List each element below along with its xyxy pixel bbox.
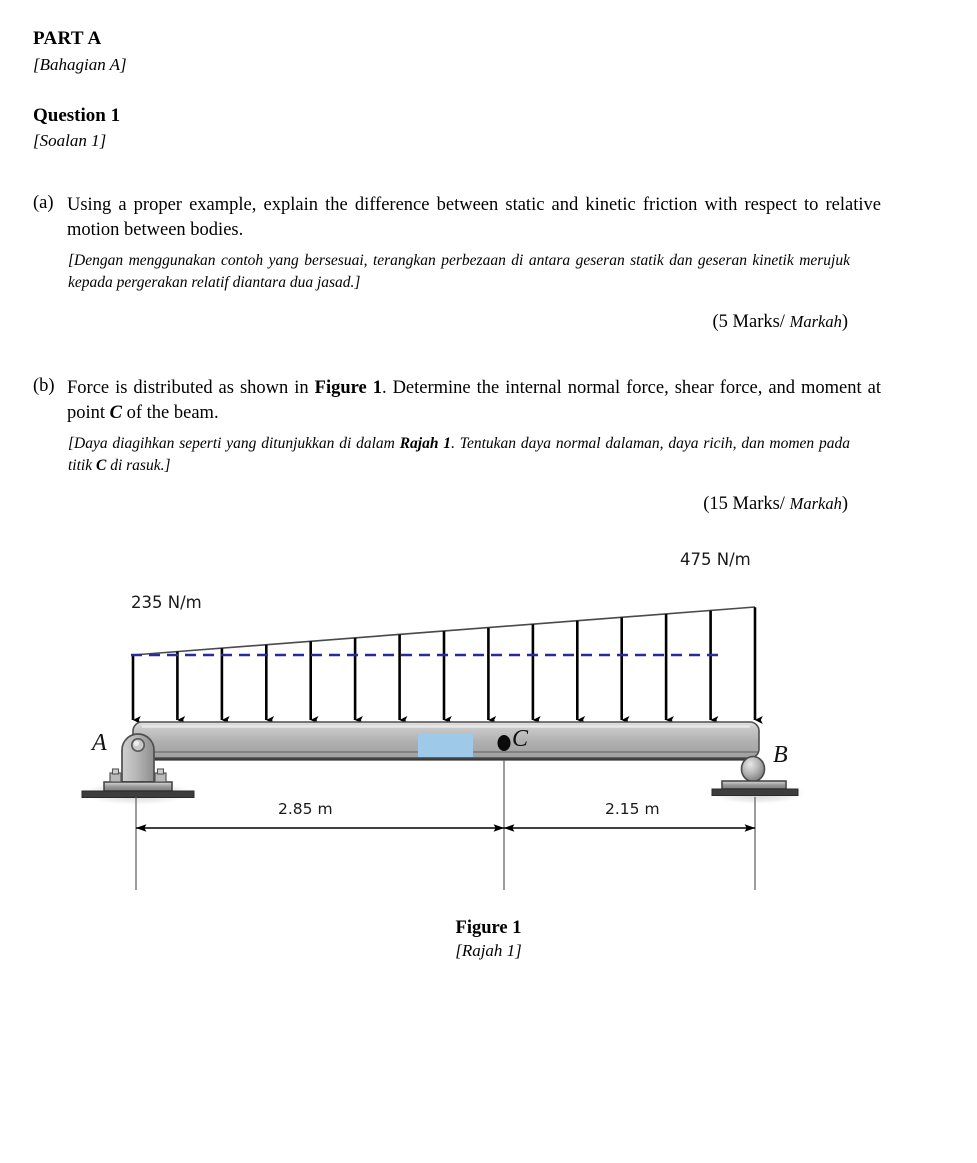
roller-base-plate [722,781,786,789]
question-title-malay: [Soalan 1] [33,131,107,150]
question-a-text-malay: [Dengan menggunakan contoh yang bersesuai, terangkan perbezaan di antara geseran statik dan geseran kinetik merujuk kepada pergerakan relatif diantara dua jasad.] [68,252,850,291]
roller-ball [742,757,765,782]
pin-bolt-right [155,769,166,782]
figure-1 [0,550,977,980]
figure-caption: Figure 1 [455,918,522,938]
part-title: PART A [33,28,102,49]
point-label-c: C [512,726,529,752]
support-label-b: B [773,742,788,768]
qb-my-seg2: . Tentukan daya normal dalaman, daya ricih, dan momen pada titik [68,435,850,474]
qb-my-figure-ref: Rajah 1 [399,435,452,452]
question-b-text-malay [68,433,850,477]
dimension-label-left: 2.85 m [278,800,333,818]
point-c-dot [498,735,511,751]
question-a-marks-malay: Markah [789,312,842,331]
pin-hole-highlight [134,741,139,746]
beam-highlight-block [418,733,473,757]
load-label-right: 475 N/m [680,550,751,569]
qb-my-seg1: [Daya diagihkan seperti yang ditunjukkan di dalam [68,435,400,452]
pin-ground-plate [82,791,194,798]
beam-diagram-svg [0,560,977,910]
qb-my-seg3: di rasuk.] [106,457,171,474]
load-arrows [177,607,755,720]
qb-seg3: of the beam. [122,403,219,423]
question-a-marks-english: (5 Marks/ [712,312,790,332]
support-label-a: A [92,730,107,756]
figure-caption-malay: [Rajah 1] [455,941,522,960]
qb-figure-ref: Figure 1 [314,378,382,398]
question-b-marks-english: (15 Marks/ [703,494,790,514]
question-a-marker: (a) [33,193,54,213]
pin-base-plate [104,782,172,791]
pin-bolt-left [110,769,121,782]
qb-my-point-ref: C [95,457,107,474]
dimension-label-right: 2.15 m [605,800,660,818]
question-b-text-english [67,376,881,426]
question-a-marks-close: ) [841,312,848,332]
question-a-marks [33,312,848,333]
question-a-text-english: Using a proper example, explain the difference between static and kinetic friction with respect to relative motion between bodies. [67,195,881,240]
question-b-marks [33,494,848,515]
question-b-marks-malay: Markah [789,494,842,513]
roller-ground-plate [712,789,798,796]
load-label-left: 235 N/m [131,593,202,612]
part-title-malay: [Bahagian A] [33,55,127,74]
question-b-marks-close: ) [841,494,848,514]
qb-seg2: . Determine the internal normal force, shear force, and moment at point [67,378,882,423]
qb-seg1: Force is distributed as shown in [67,378,315,398]
dimension-witness-lines [136,760,755,890]
question-title: Question 1 [33,105,121,126]
qb-point-ref: C [109,403,122,423]
question-b-marker: (b) [33,376,55,396]
